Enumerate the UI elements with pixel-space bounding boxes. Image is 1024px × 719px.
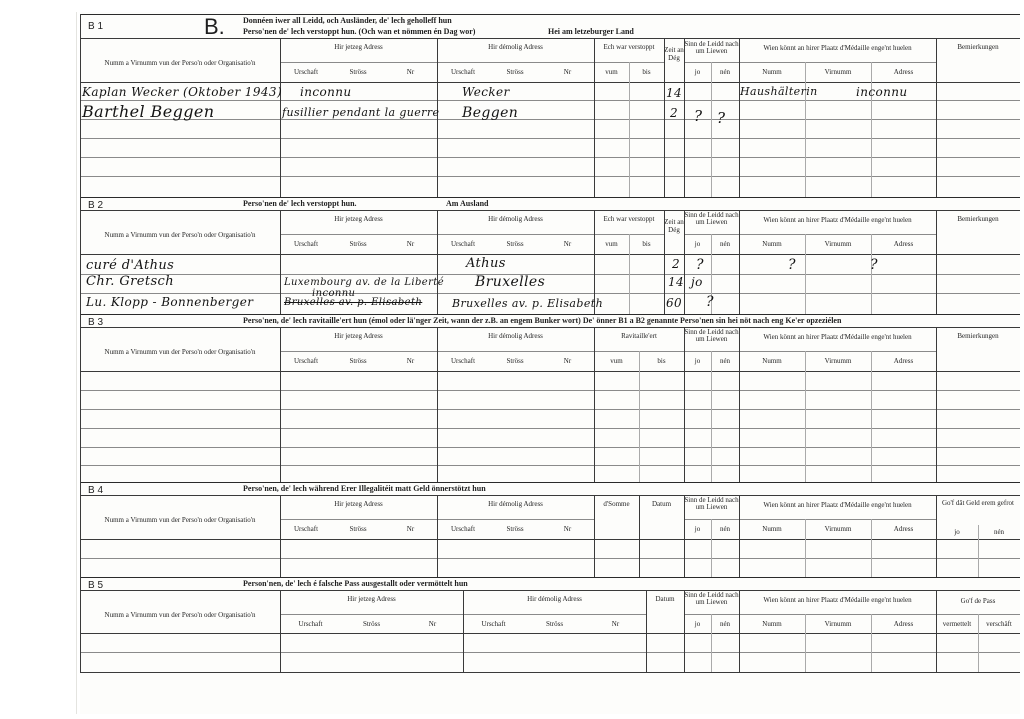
b2-col-addr-now: Hir jetzeg Adress (334, 215, 383, 223)
b2-sub-vum: vum (605, 240, 618, 248)
b1-subheader-rule-d (739, 62, 936, 63)
b5-vrule (936, 590, 937, 672)
b1-row1-medal-addr: inconnu (856, 85, 908, 99)
b4-row-rule-1 (80, 558, 1020, 559)
b4-col-geld: Go'f dât Geld erem gefrot (941, 499, 1014, 507)
b2-row3-addr-struck: Bruxelles av. p. Elisabeth (284, 297, 423, 308)
b3-vrule (936, 327, 937, 482)
sheet-left-border (80, 14, 81, 672)
questionnaire-sheet (80, 12, 1020, 714)
section-b1-title-line2: Perso'nen de' lech verstoppt hun. (Och wan et nömmen én Dag wor) (243, 27, 476, 36)
section-b2-title: Perso'nen de' lech verstoppt hun. (243, 199, 357, 208)
b3-col-addr-demol: Hir démolig Adress (488, 332, 543, 340)
b4-sub-urschaft: Urschaft (293, 525, 319, 533)
b4-vrule-sub (711, 519, 712, 577)
b1-sub-urschaft-2: Urschaft (450, 68, 476, 76)
b1-col-sinn: Sinn de Leidd nach um Liewen (684, 40, 739, 56)
b5-row-rule-1 (80, 652, 1020, 653)
b2-col-sinn: Sinn de Leidd nach um Liewen (684, 211, 739, 227)
b3-sub-numm: Numm (762, 357, 782, 365)
b2-row3-jo: ? (706, 294, 714, 310)
b5-vrule-sub (978, 614, 979, 672)
b2-row3-name: Lu. Klopp - Bonnenberger (86, 295, 254, 309)
b1-vrule-sub (711, 62, 712, 198)
b3-vrule (684, 327, 685, 482)
b2-row2-demol: Bruxelles (475, 274, 546, 290)
b1-vrule (664, 38, 665, 198)
b1-col-zeit: Zeit an Dég (664, 46, 684, 63)
b1-col-addr-demol: Hir démolig Adress (488, 43, 543, 51)
section-b3-title: Perso'nen, de' lech ravitaille'ert hun (émol oder lä'nger Zeit, wann der z.B. an engem Bunker wort) De' önner B1 a B2 genannte Perso'nen sin hei nöt nach eng Ke'er opzeziélen (243, 316, 842, 325)
b5-sub-nen: nén (719, 620, 731, 628)
b1-row-rule-5 (80, 176, 1020, 177)
b5-sub-urschaft-2: Urschaft (481, 620, 506, 628)
b4-header-bottom-rule (80, 539, 1020, 540)
b1-row2-jo: ? (694, 107, 703, 125)
section-b1-code: B 1 (88, 21, 104, 32)
b5-col-pass: Go'f de Pass (960, 597, 996, 605)
b4-sub-geld-nen: nén (993, 528, 1005, 536)
b5-sub-nr-2: Nr (611, 620, 620, 628)
b1-row2-zeit: 2 (670, 106, 679, 120)
b5-col-name: Numm a Virnumm vun der Perso'n oder Organisatio'n (104, 611, 256, 619)
b4-sub-virnumm: Virnumm (824, 525, 852, 533)
b1-vrule (739, 38, 740, 198)
b1-row2-demol: Beggen (462, 105, 519, 121)
b4-sub-nr: Nr (406, 525, 415, 533)
b4-vrule (684, 495, 685, 577)
b1-col-remarks: Bemierkungen (957, 43, 999, 51)
b5-vrule-sub (711, 614, 712, 672)
b5-vrule (739, 590, 740, 672)
section-b1-letter: B. (204, 14, 225, 39)
b2-vrule (664, 210, 665, 314)
b2-sub-nr: Nr (406, 240, 415, 248)
b1-sub-nr-2: Nr (563, 68, 572, 76)
b5-header-bottom-rule (80, 633, 1020, 634)
b2-vrule-sub (629, 234, 630, 314)
b4-vrule (280, 495, 281, 577)
b3-sub-nr-2: Nr (563, 357, 572, 365)
b5-sub-adress: Adress (893, 620, 914, 628)
b3-vrule (437, 327, 438, 482)
b4-vrule-sub (978, 525, 979, 577)
b2-row1-medal-virnumm: ? (788, 257, 796, 273)
b2-row1-zeit: 2 (672, 257, 681, 271)
b1-header-bottom-rule (80, 82, 1020, 83)
b2-row1-name: curé d'Athus (86, 258, 175, 273)
b4-vrule (936, 495, 937, 577)
b5-sub-stross-2: Ströss (545, 620, 564, 628)
b2-row1-jo: ? (696, 257, 704, 273)
b3-row-rule-2 (80, 409, 1020, 410)
b1-col-addr-now: Hir jetzeg Adress (334, 43, 383, 51)
b3-sub-virnumm: Virnumm (824, 357, 852, 365)
b1-vrule (280, 38, 281, 198)
b3-sub-stross-2: Ströss (506, 357, 524, 365)
b4-vrule (639, 495, 640, 577)
b3-row-rule-3 (80, 428, 1020, 429)
b4-sub-geld-jo: jo (954, 528, 960, 536)
b1-sub-bis: bis (642, 68, 651, 76)
b5-vrule (463, 590, 464, 672)
b2-vrule (936, 210, 937, 314)
b4-vrule (437, 495, 438, 577)
b4-col-name: Numm a Virnumm vun der Perso'n oder Organisatio'n (104, 516, 256, 524)
b1-sub-adress: Adress (893, 68, 914, 76)
b1-row1-medal-name: Haushälterin (740, 85, 818, 98)
b3-col-sinn: Sinn de Leidd nach um Liewen (684, 328, 739, 344)
b2-sub-nr-2: Nr (563, 240, 572, 248)
b3-vrule-sub (711, 351, 712, 482)
section-b4-title: Perso'nen, de' lech während Erer Illegalitéit matt Geld önnerstötzt hun (243, 484, 486, 493)
b2-row2-jo: jo (691, 275, 703, 289)
b3-sub-jo: jo (694, 357, 701, 365)
b3-row-rule-1 (80, 390, 1020, 391)
b2-sub-numm: Numm (762, 240, 782, 248)
b1-row-rule-4 (80, 157, 1020, 158)
b3-subheader-rule-d (739, 351, 936, 352)
b3-vrule (280, 327, 281, 482)
b4-vrule (739, 495, 740, 577)
b3-vrule-sub (805, 351, 806, 482)
b3-sub-nen: nén (719, 357, 731, 365)
b1-row1-demol: Wecker (462, 85, 510, 99)
b1-col-medal: Wien könnt an hirer Plaatz d'Médaille enge'nt huelen (763, 44, 912, 52)
b2-row3-demol: Bruxelles av. p. Elisabeth (452, 297, 604, 310)
b2-row2-zeit: 14 (668, 275, 685, 289)
b3-sub-urschaft: Urschaft (293, 357, 319, 365)
b3-col-medal: Wien könnt an hirer Plaatz d'Médaille enge'nt huelen (763, 333, 912, 341)
b4-vrule-sub (871, 519, 872, 577)
b3-col-addr-now: Hir jetzeg Adress (334, 332, 383, 340)
b2-vrule (739, 210, 740, 314)
section-b4-code: B 4 (88, 485, 104, 496)
b5-sub-virnumm: Virnumm (824, 620, 852, 628)
b1-sub-vum: vum (605, 68, 618, 76)
section-b3-header-rule (80, 327, 1020, 328)
b5-sub-jo: jo (694, 620, 701, 628)
b4-col-datum: Datum (651, 500, 672, 508)
b5-vrule (280, 590, 281, 672)
b2-sub-urschaft: Urschaft (293, 240, 319, 248)
b4-sub-nen: nén (719, 525, 731, 533)
b3-row-rule-4 (80, 447, 1020, 448)
b4-sub-jo: jo (694, 525, 701, 533)
b2-row1-demol: Athus (466, 256, 506, 271)
b1-sub-urschaft: Urschaft (293, 68, 319, 76)
b4-sub-adress: Adress (893, 525, 914, 533)
b2-col-addr-demol: Hir démolig Adress (488, 215, 543, 223)
b5-vrule (684, 590, 685, 672)
b5-sub-verschaft: verschäft (986, 620, 1012, 628)
section-b5-title: Person'nen, de' lech é falsche Pass ausgestallt oder vermöttelt hun (243, 579, 468, 588)
b2-col-zeit: Zeit an Dég (664, 218, 684, 235)
b3-header-bottom-rule (80, 371, 1020, 372)
b2-sub-nen: nén (719, 240, 731, 248)
b1-vrule-sub (629, 62, 630, 198)
b3-col-remarks: Bemierkungen (957, 332, 999, 340)
b5-col-sinn: Sinn de Leidd nach um Liewen (684, 591, 739, 607)
b2-col-medal: Wien könnt an hirer Plaatz d'Médaille enge'nt huelen (763, 216, 912, 224)
b4-vrule (594, 495, 595, 577)
section-b1-title-line1: Donnéen iwer all Leidd, och Ausländer, de' lech geholleff hun (243, 16, 452, 25)
b4-sub-numm: Numm (762, 525, 782, 533)
b1-vrule (936, 38, 937, 198)
b3-sub-urschaft-2: Urschaft (450, 357, 476, 365)
section-b2-code: B 2 (88, 200, 104, 211)
b5-sub-stross: Ströss (362, 620, 381, 628)
b1-sub-numm: Numm (762, 68, 782, 76)
b2-subheader-rule-d (739, 234, 936, 235)
b3-vrule-sub (639, 351, 640, 482)
b1-sub-virnumm: Virnumm (824, 68, 852, 76)
b5-col-addr-now: Hir jetzeg Adress (347, 595, 396, 603)
section-b3-code: B 3 (88, 317, 104, 328)
b2-vrule (280, 210, 281, 314)
b2-row-rule-1 (80, 274, 1020, 275)
b4-sub-urschaft-2: Urschaft (450, 525, 476, 533)
b1-row2-name: Barthel Beggen (82, 102, 215, 121)
b5-subheader-rule-c (739, 614, 936, 615)
b1-sub-jo: jo (694, 68, 701, 76)
b1-vrule (594, 38, 595, 198)
b2-row3-zeit: 60 (666, 296, 683, 310)
section-b1-title-line3: Hei am letzeburger Land (548, 27, 634, 36)
b3-vrule (739, 327, 740, 482)
section-b2-top-border (80, 197, 1020, 198)
b4-col-medal: Wien könnt an hirer Plaatz d'Médaille enge'nt huelen (763, 501, 912, 509)
b5-col-addr-demol: Hir démolig Adress (527, 595, 582, 603)
b3-sub-stross: Ströss (349, 357, 367, 365)
b5-bottom-rule (80, 672, 1020, 673)
section-b5-header-rule (80, 590, 1020, 591)
b1-sub-stross: Ströss (349, 68, 367, 76)
b4-sub-nr-2: Nr (563, 525, 572, 533)
b2-row-rule-2 (80, 293, 1020, 294)
b5-vrule-sub (805, 614, 806, 672)
b2-row2-name: Chr. Gretsch (86, 274, 175, 289)
section-b5-code: B 5 (88, 580, 104, 591)
b2-sub-jo: jo (694, 240, 701, 248)
b1-row1-zeit: 14 (666, 86, 683, 100)
b3-col-rav: Ravitaille'ert (621, 332, 657, 340)
b3-sub-adress: Adress (893, 357, 914, 365)
b4-col-sinn: Sinn de Leidd nach um Liewen (684, 496, 739, 512)
b3-vrule (594, 327, 595, 482)
b1-row2-nen: ? (717, 109, 726, 127)
b2-row1-medal-addr: ? (870, 257, 878, 273)
b1-row1-addr: inconnu (300, 85, 352, 99)
b2-col-hidden: Ech war verstoppt (603, 215, 655, 223)
b2-sub-stross: Ströss (349, 240, 367, 248)
b3-row-rule-5 (80, 465, 1020, 466)
b1-vrule (684, 38, 685, 198)
b4-sub-stross-2: Ströss (506, 525, 524, 533)
b3-col-name: Numm a Virnumm vun der Perso'n oder Organisatio'n (104, 348, 256, 356)
b4-subheader-rule-c (739, 519, 936, 520)
b1-row1-name: Kaplan Wecker (Oktober 1943) (82, 85, 283, 99)
b2-sub-bis: bis (642, 240, 651, 248)
b2-sub-stross-2: Ströss (506, 240, 524, 248)
b1-sub-stross-2: Ströss (506, 68, 524, 76)
b5-sub-numm: Numm (762, 620, 782, 628)
b1-sub-nr: Nr (406, 68, 415, 76)
b5-sub-nr: Nr (428, 620, 437, 628)
b2-vrule-sub (805, 234, 806, 314)
b5-col-datum: Datum (655, 595, 675, 603)
b1-row-rule-2 (80, 119, 1020, 120)
b5-col-medal: Wien könnt an hirer Plaatz d'Médaille enge'nt huelen (763, 596, 912, 604)
b1-vrule-sub (805, 62, 806, 198)
b2-row3-addr2: inconnu (312, 288, 356, 299)
b4-col-somme: d'Somme (603, 500, 630, 508)
b1-row-rule-3 (80, 138, 1020, 139)
b2-sub-virnumm: Virnumm (824, 240, 852, 248)
b3-sub-vum: vum (610, 357, 623, 365)
b2-vrule (684, 210, 685, 314)
b4-sub-stross: Ströss (349, 525, 367, 533)
b1-sub-nen: nén (719, 68, 731, 76)
section-b5-top-border (80, 577, 1020, 578)
b1-vrule-sub (871, 62, 872, 198)
b1-row-rule-1 (80, 100, 1020, 101)
b2-sub-adress: Adress (893, 240, 914, 248)
b5-sub-urschaft: Urschaft (298, 620, 323, 628)
b2-vrule-sub (871, 234, 872, 314)
section-b1-header-rule (80, 38, 1020, 39)
b4-vrule-sub (805, 519, 806, 577)
b3-sub-nr: Nr (406, 357, 415, 365)
b2-vrule (437, 210, 438, 314)
b1-row2-addr: fusillier pendant la guerre (282, 106, 440, 119)
section-b4-top-border (80, 482, 1020, 483)
section-b2-header-rule (80, 210, 1020, 211)
b4-col-addr-now: Hir jetzeg Adress (334, 500, 383, 508)
b2-row2-addr: Luxembourg av. de la Liberté (284, 277, 445, 288)
section-b3-top-border (80, 314, 1020, 315)
section-b4-header-rule (80, 495, 1020, 496)
b2-col-remarks: Bemierkungen (957, 215, 999, 223)
b5-vrule-sub (871, 614, 872, 672)
b1-col-hidden: Ech war verstoppt (603, 43, 655, 51)
b2-header-bottom-rule (80, 254, 1020, 255)
b3-vrule-sub (871, 351, 872, 482)
b5-vrule (646, 590, 647, 672)
b5-sub-vermettelt: vermettelt (942, 620, 972, 628)
b3-sub-bis: bis (657, 357, 666, 365)
b4-col-addr-demol: Hir démolig Adress (488, 500, 543, 508)
b2-col-name: Numm a Virnumm vun der Perso'n oder Organisatio'n (104, 231, 256, 239)
b1-col-name: Numm a Virnumm vun der Perso'n oder Organisatio'n (104, 59, 256, 67)
b2-sub-urschaft-2: Urschaft (450, 240, 476, 248)
section-b2-title-right: Am Ausland (446, 199, 489, 208)
